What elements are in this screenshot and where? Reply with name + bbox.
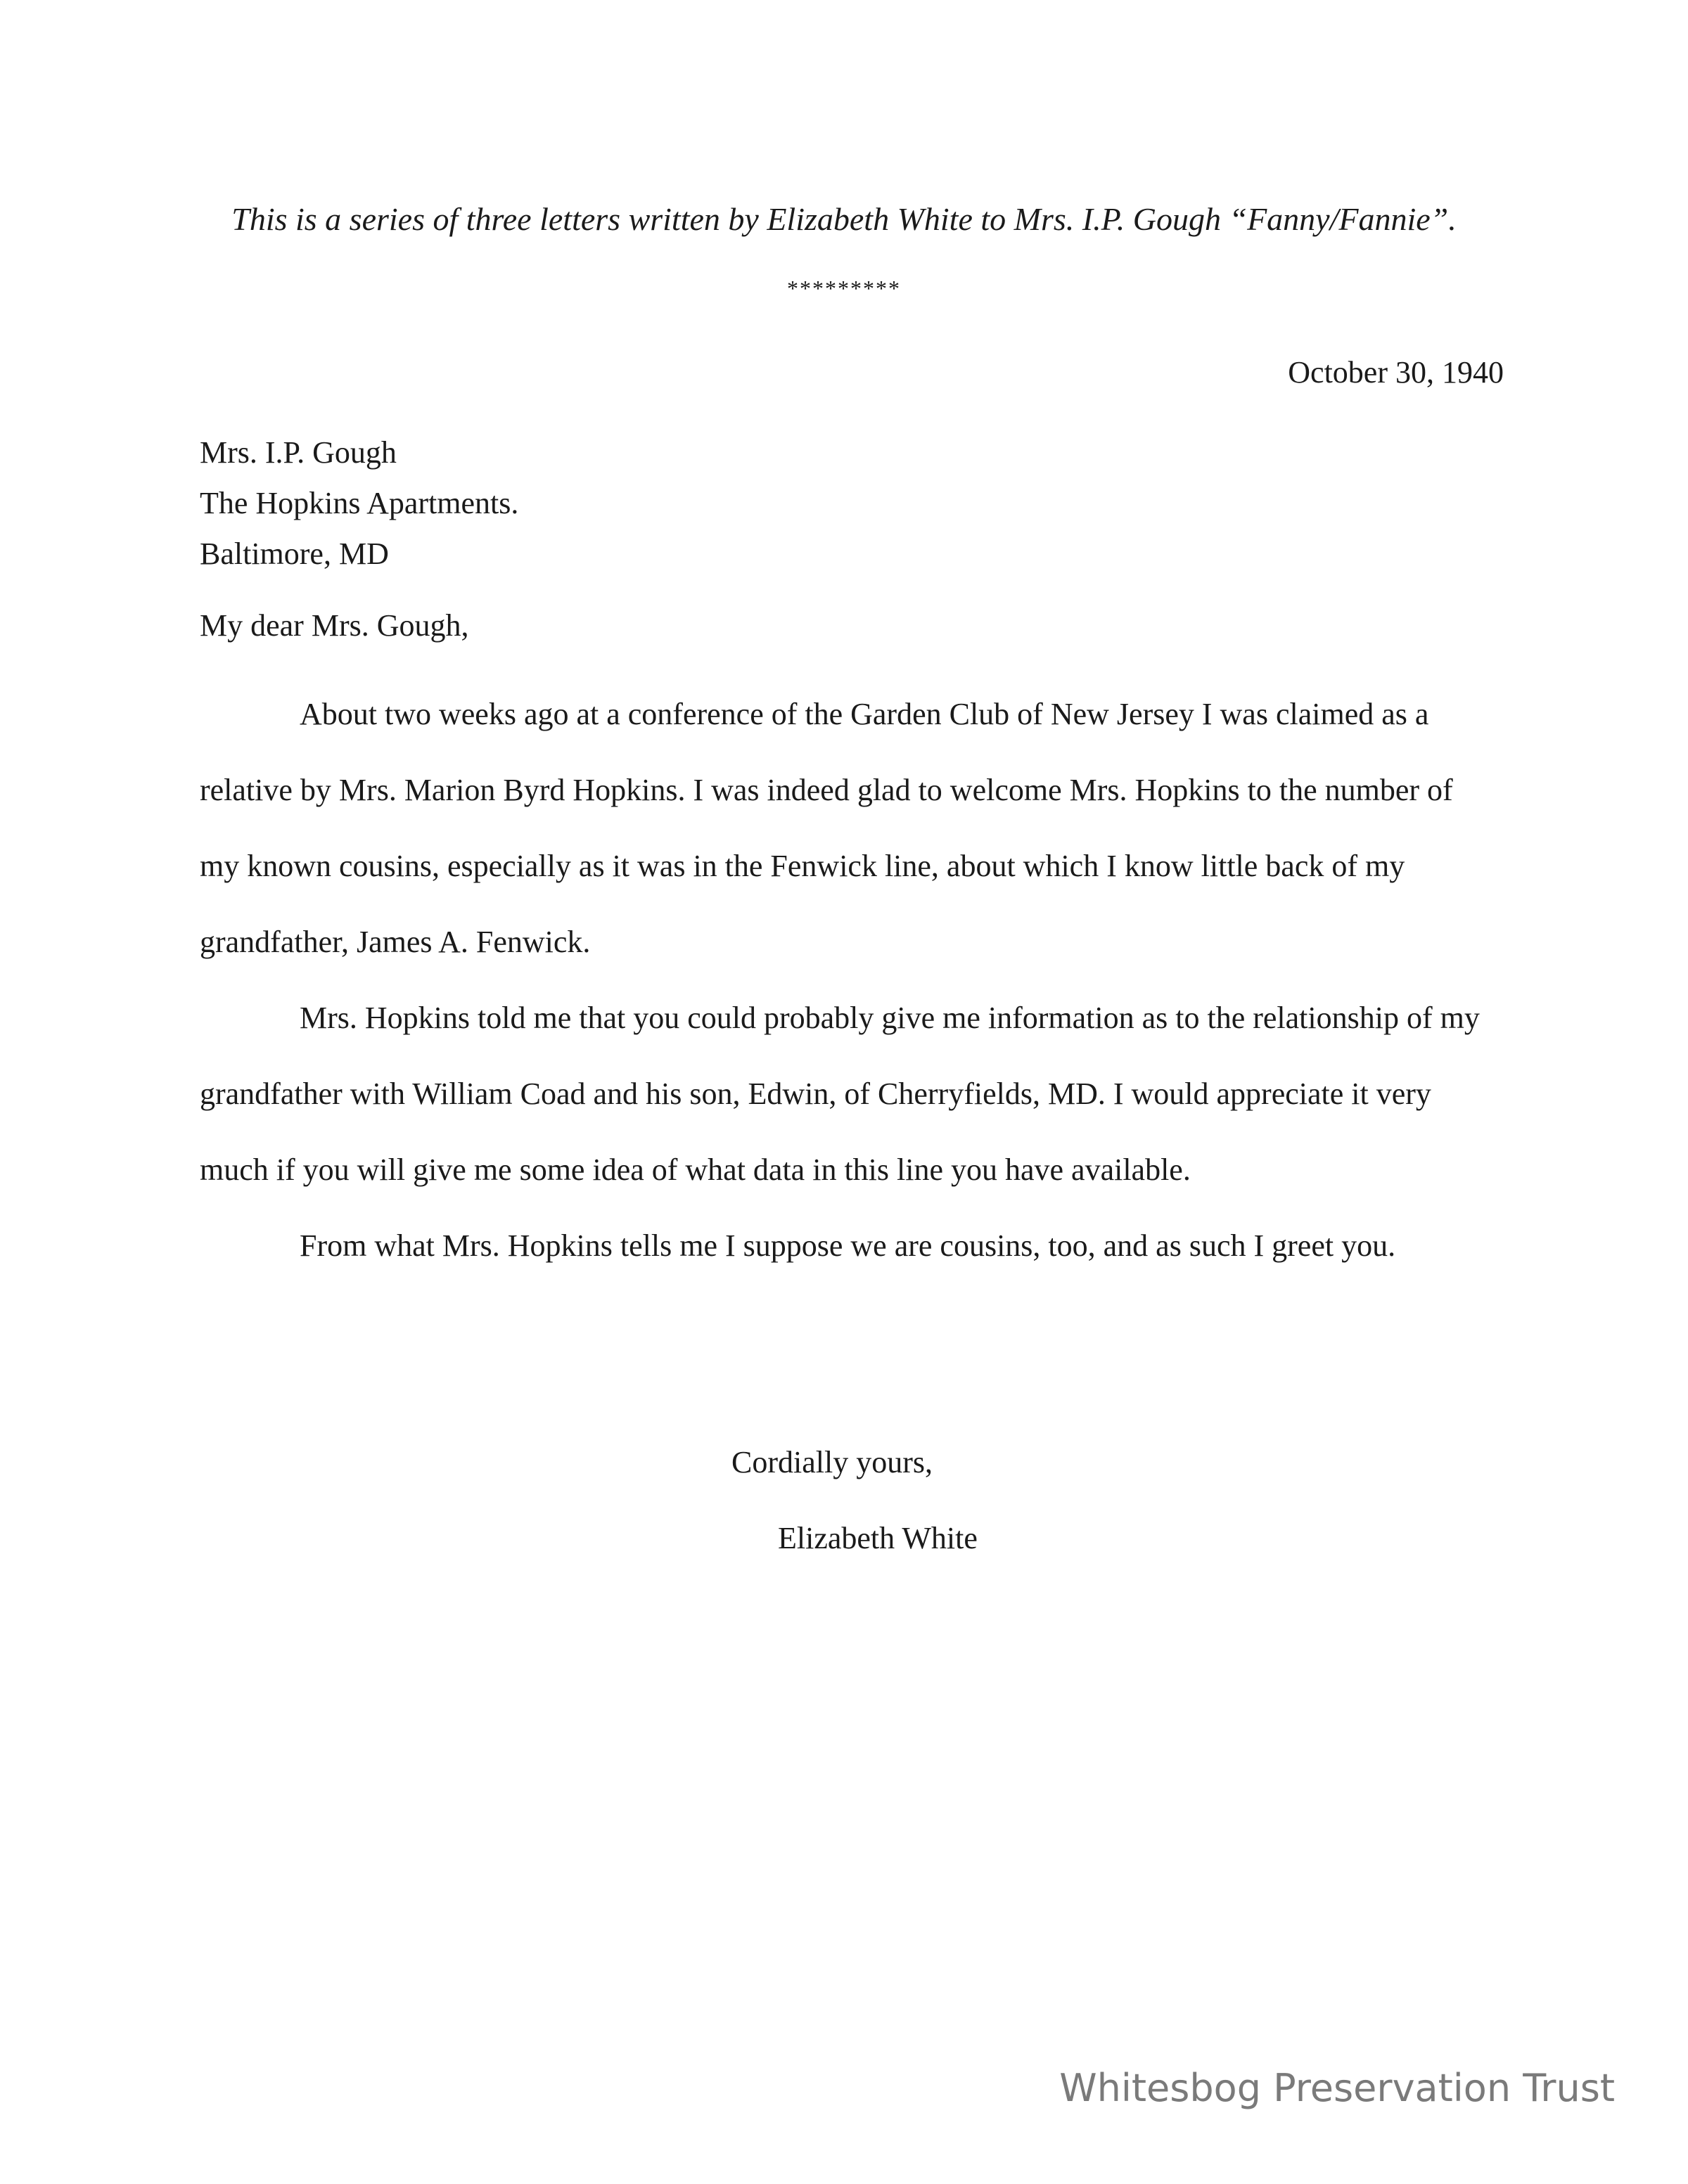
- intro-note: This is a series of three letters written by Elizabeth White to Mrs. I.P. Gough “Fanny/Fannie”.: [231, 201, 1457, 237]
- body-paragraph: Mrs. Hopkins told me that you could probably give me information as to the relationship of my grandfather with William Coad and his son, Edwin, of Cherryfields, MD. I would appreciate it very much if you will give me some idea of what data in this line you have available.: [200, 1001, 1480, 1187]
- address-line: Baltimore, MD: [200, 537, 389, 571]
- address-line: Mrs. I.P. Gough: [200, 435, 397, 470]
- footer-credit: Whitesbog Preservation Trust: [1059, 2066, 1615, 2110]
- letter-date: October 30, 1940: [1288, 355, 1504, 390]
- address-line: The Hopkins Apartments.: [200, 486, 519, 520]
- closing: Cordially yours,: [731, 1445, 933, 1479]
- letter-body: [200, 676, 1487, 1284]
- body-paragraph: From what Mrs. Hopkins tells me I suppose we are cousins, too, and as such I greet you.: [300, 1228, 1396, 1263]
- separator: *********: [787, 276, 901, 301]
- body-paragraph: About two weeks ago at a conference of the Garden Club of New Jersey I was claimed as a relative by Mrs. Marion Byrd Hopkins. I was indeed glad to welcome Mrs. Hopkins to the number of my known cousins, especially as it was in the Fenwick line, about which I know little back of my grandfather, James A. Fenwick.: [200, 697, 1453, 959]
- recipient-address: [200, 428, 518, 579]
- salutation: My dear Mrs. Gough,: [200, 608, 469, 643]
- signature: Elizabeth White: [778, 1521, 978, 1555]
